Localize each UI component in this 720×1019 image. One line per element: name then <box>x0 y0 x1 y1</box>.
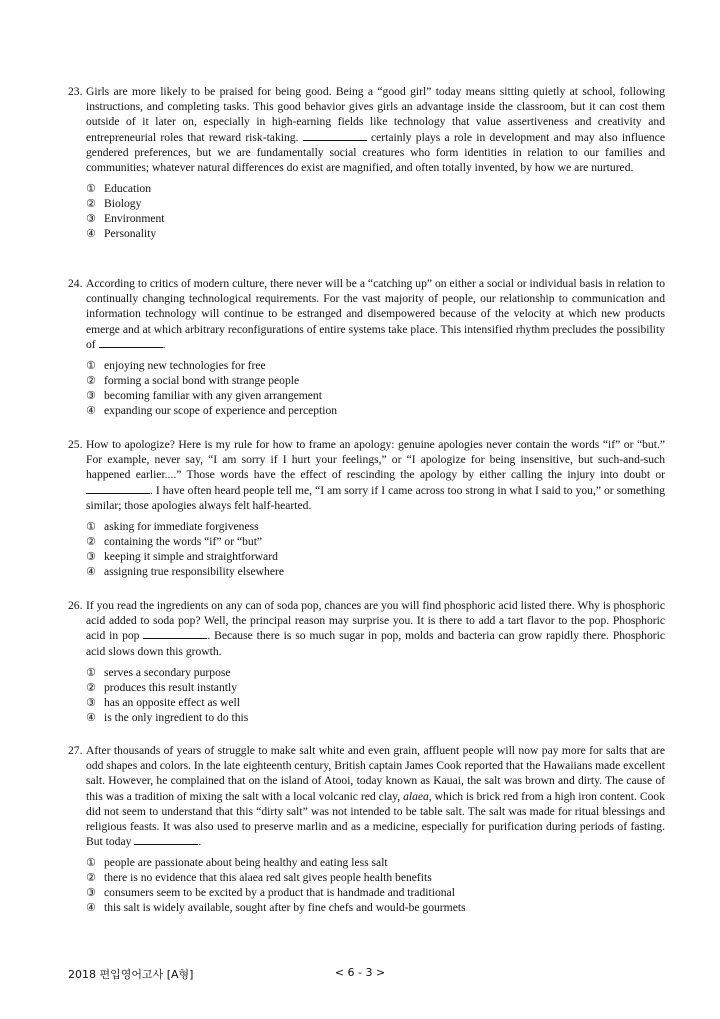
question-text: 23. Girls are more likely to be praised for being good. Being a “good girl” today means sitting quietly at school, following instructions, and completing tasks. This good behavior gives girls an advantage inside the classroom, but it can cost them outside of it later on, especially in high-earning fields like technology that value assertiveness and creativity and entrepreneurial roles that reward risk-taking. certainly plays a role in development and may also influence gendered preferences, but we are fundamentally social creatures who form identities in relation to our families and communities; whatever natural differences do exist are magnified, and often totally invented, by how we are nurtured. <box>68 85 665 175</box>
answer-blank <box>143 628 207 639</box>
answer-options <box>86 358 665 418</box>
question-25 <box>68 437 665 579</box>
option-1[interactable]: ① asking for immediate forgiveness <box>86 520 259 534</box>
option-4[interactable]: ④ expanding our scope of experience and perception <box>86 404 338 418</box>
option-4[interactable]: ④ assigning true responsibility elsewhere <box>86 565 284 579</box>
option-2[interactable]: ② Biology <box>86 197 142 211</box>
question-27 <box>68 743 665 915</box>
option-3[interactable]: ③ consumers seem to be excited by a product that is handmade and traditional <box>86 886 455 900</box>
option-3[interactable]: ③ keeping it simple and straightforward <box>86 550 278 564</box>
answer-options <box>86 665 665 725</box>
question-24 <box>68 276 665 418</box>
page-number: < 6 - 3 > <box>334 966 386 979</box>
question-number: 23. <box>68 85 83 98</box>
answer-blank <box>134 834 198 845</box>
footer-exam-title: 2018 편입영어고사 [A형] <box>68 968 194 981</box>
option-2[interactable]: ② containing the words “if” or “but” <box>86 535 263 549</box>
option-2[interactable]: ② there is no evidence that this alaea red salt gives people health benefits <box>86 871 432 885</box>
option-3[interactable]: ③ becoming familiar with any given arrangement <box>86 389 322 403</box>
option-4[interactable]: ④ this salt is widely available, sought after by fine chefs and would-be gourmets <box>86 901 466 915</box>
question-number: 27. <box>68 744 83 757</box>
option-1[interactable]: ① serves a secondary purpose <box>86 665 231 679</box>
question-text: 25. How to apologize? Here is my rule for how to frame an apology: genuine apologies never contain the words “if” or “but.” For example, never say, “I am sorry if I hurt your feelings,” or “I apologize for being insensitive, but such-and-such happened earlier....” Those words have the effect of rescinding the apology by either calling the injury into doubt or . I have often heard people tell me, “I am sorry if I came across too strong in what I said to you,” or something similar; those apologies always felt half-hearted. <box>68 438 665 512</box>
option-2[interactable]: ② forming a social bond with strange people <box>86 374 300 388</box>
question-number: 26. <box>68 599 83 612</box>
option-3[interactable]: ③ has an opposite effect as well <box>86 695 240 709</box>
question-text: 26. If you read the ingredients on any can of soda pop, chances are you will find phosphoric acid listed there. Why is phosphoric acid added to soda pop? Well, the principal reason may surprise you. It is there to add a tart flavor to the pop. Phosphoric acid in pop . Because there is so much sugar in pop, molds and bacteria can grow rapidly there. Phosphoric acid slows down this growth. <box>68 599 665 658</box>
answer-blank <box>86 483 150 494</box>
question-number: 24. <box>68 277 83 290</box>
option-4[interactable]: ④ Personality <box>86 227 157 241</box>
option-1[interactable]: ① Education <box>86 182 152 196</box>
answer-options <box>86 855 665 915</box>
option-1[interactable]: ① enjoying new technologies for free <box>86 359 266 373</box>
question-text: 24. According to critics of modern culture, there never will be a “catching up” on either a social or individual basis in relation to continually changing technological requirements. For the vast majority of people, our relationship to communication and information technology will continue to be estranged and disempowered because of the velocity at which new products emerge and at which arbitrary reconfigurations of entire systems take place. This intensified rhythm precludes the possibility of . <box>68 277 665 351</box>
answer-options <box>86 519 665 579</box>
option-3[interactable]: ③ Environment <box>86 212 165 226</box>
question-26 <box>68 598 665 725</box>
answer-blank <box>99 337 163 348</box>
answer-options <box>86 181 665 241</box>
option-2[interactable]: ② produces this result instantly <box>86 680 237 694</box>
question-23 <box>68 84 665 241</box>
question-text: 27. After thousands of years of struggle to make salt white and even grain, affluent people will now pay more for salts that are odd shapes and colors. In the late eighteenth century, British captain James Cook reported that the Hawaiians made excellent salt. However, he complained that on the island of Atooi, today known as Kauai, the salt was brown and dirty. The cause of this was a tradition of mixing the salt with a local volcanic red clay, alaea, which is brick red from a high iron content. Cook did not seem to understand that this “dirty salt” was not intended to be table salt. The salt was made for ritual blessings and religious feasts. It was also used to preserve marlin and as a medicine, especially for purification during periods of fasting. But today . <box>68 744 665 849</box>
option-1[interactable]: ① people are passionate about being healthy and eating less salt <box>86 856 388 870</box>
italic-term: alaea <box>403 789 429 803</box>
question-number: 25. <box>68 438 83 451</box>
answer-blank <box>303 130 367 141</box>
option-4[interactable]: ④ is the only ingredient to do this <box>86 710 249 724</box>
